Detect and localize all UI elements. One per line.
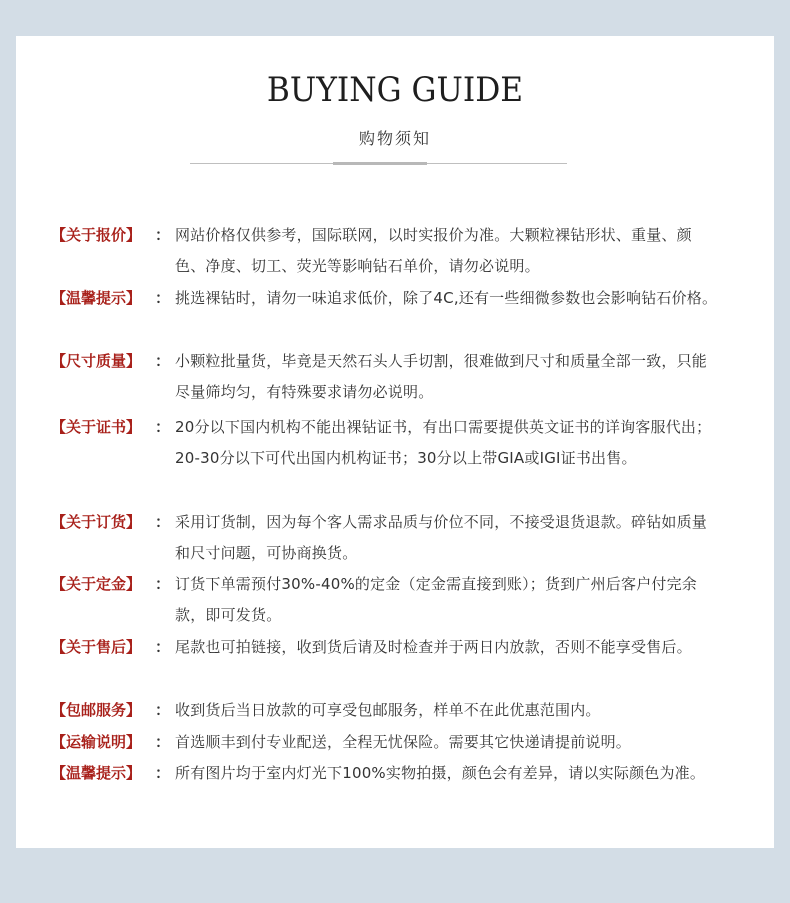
item-text: 采用订货制，因为每个客人需求品质与价位不同，不接受退货退款。碎钻如质量和尺寸问题，可协商换货。 (175, 513, 708, 562)
item-colon: ： (155, 418, 171, 436)
item-label: 【关于售后】 (51, 638, 142, 656)
guide-subtitle: 购物须知 (358, 129, 431, 148)
item-text: 首选顺丰到付专业配送，全程无忧保险。需要其它快递请提前说明。 (175, 733, 632, 751)
item-colon: ： (155, 764, 171, 782)
item-text: 挑选裸钻时，请勿一味追求低价，除了4C,还有一些细微参数也会影响钻石价格。 (175, 289, 718, 307)
item-text: 小颗粒批量货，毕竟是天然石头人手切割，很难做到尺寸和质量全部一致，只能尽量筛均匀，有特殊要求请勿必说明。 (175, 352, 708, 401)
item-colon: ： (155, 352, 171, 370)
item-label: 【关于定金】 (51, 575, 142, 593)
title-divider-accent (333, 162, 427, 165)
item-text: 20分以下国内机构不能出裸钻证书，有出口需要提供英文证书的详询客服代出；20-30分以下可代出国内机构证书；30分以上带GIA或IGI证书出售。 (175, 418, 712, 467)
guide-title: BUYING GUIDE (266, 70, 524, 110)
item-colon: ： (155, 575, 171, 593)
item-text: 尾款也可拍链接，收到货后请及时检查并于两日内放款，否则不能享受售后。 (175, 638, 692, 656)
item-colon: ： (155, 289, 171, 307)
item-text: 订货下单需预付30%-40%的定金（定金需直接到账）；货到广州后客户付完余款，即可发货。 (175, 575, 697, 624)
item-label: 【温馨提示】 (51, 764, 142, 782)
item-label: 【包邮服务】 (51, 701, 142, 719)
item-colon: ： (155, 513, 171, 531)
item-colon: ： (155, 733, 171, 751)
item-label: 【尺寸质量】 (51, 352, 142, 370)
item-label: 【关于证书】 (51, 418, 142, 436)
item-text: 收到货后当日放款的可享受包邮服务，样单不在此优惠范围内。 (175, 701, 601, 719)
item-text: 网站价格仅供参考，国际联网，以时实报价为准。大颗粒裸钻形状、重量、颜色、净度、切工、荧光等影响钻石单价，请勿必说明。 (175, 226, 692, 275)
item-label: 【关于报价】 (51, 226, 142, 244)
item-text: 所有图片均于室内灯光下100%实物拍摄，颜色会有差异，请以实际颜色为准。 (175, 764, 706, 782)
item-label: 【关于订货】 (51, 513, 142, 531)
item-label: 【运输说明】 (51, 733, 142, 751)
item-colon: ： (155, 226, 171, 244)
item-colon: ： (155, 638, 171, 656)
item-label: 【温馨提示】 (51, 289, 142, 307)
item-colon: ： (155, 701, 171, 719)
